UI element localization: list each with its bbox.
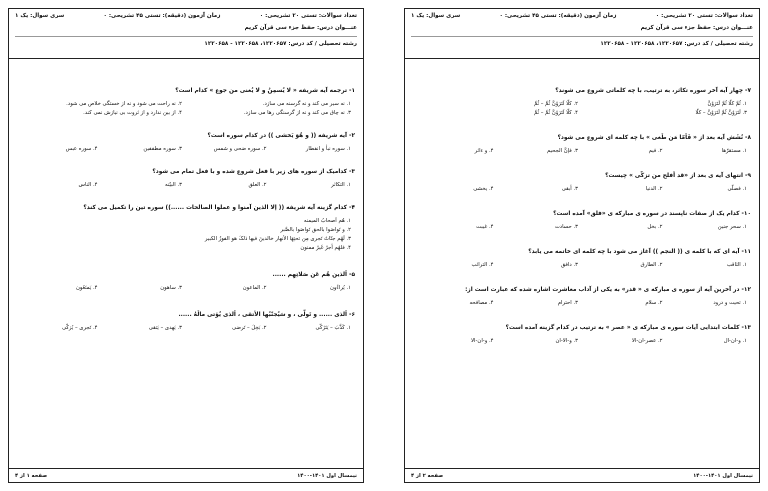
exam-time: زمان آزمون (دقیقه): تستی ۴۵ تشریحی: ۰ — [499, 13, 617, 19]
header-row — [411, 12, 753, 21]
exam-page-1 — [8, 8, 364, 483]
exam-header — [9, 9, 363, 59]
question-item — [17, 204, 355, 253]
answer-option: ۲. نه راحت می شود و نه از خستگی خلاص می شود. — [66, 101, 182, 107]
question-options — [17, 217, 355, 253]
question-options — [17, 100, 355, 118]
answer-option: ۲. عصر-ان-الا — [631, 338, 663, 344]
answer-option: ۱. ثُمَّ کلّا ثُمَّ لَتَرَوُنَّ — [707, 101, 747, 107]
answer-option: ۴. و ءاثر — [474, 148, 494, 154]
answer-option: ۴. سوره عبس — [65, 146, 98, 152]
exam-time: زمان آزمون (دقیقه): تستی ۴۵ تشریحی: ۰ — [103, 13, 221, 19]
question-item — [17, 132, 355, 154]
question-series: سری سوال: یک ۱ — [411, 13, 461, 19]
answer-option: ۴. و-ان-الا — [471, 338, 494, 344]
answer-option: ۳. ساهون — [160, 285, 182, 291]
answer-option: ۲. سلام — [645, 300, 663, 306]
question-text: ۲- آیه شریفه (( و هُوَ یَخشی )) در کدام سوره است؟ — [207, 133, 355, 139]
question-options — [413, 337, 751, 346]
answer-option: ۱. هُم اَصحابُ المیمنه — [303, 218, 351, 224]
answer-option: ۴. کلّا لَتَرَوُنَّ ثُمَّ – ثُمَّ — [534, 110, 578, 116]
answer-option: ۲. بخل — [647, 224, 663, 230]
answer-option: ۴. یخشی — [473, 186, 494, 192]
answer-option: ۳. فإنَّ الجحیم — [547, 148, 578, 154]
answer-option: ۳. حسادت — [554, 224, 578, 230]
question-text: ۷- چهار آیه آخر سوره تکاثر، به ترتیب، با چه کلماتی شروع می شوند؟ — [555, 88, 751, 94]
question-item — [17, 168, 355, 190]
answer-option: ۴. یَمنَعُون — [75, 285, 98, 291]
answer-option: ۱. سوره نبأ و انفطار — [305, 146, 351, 152]
answer-option: ۴. الناس — [78, 182, 98, 188]
answer-option: ۱. الثاقب — [726, 262, 747, 268]
answer-option: ۴. تَجری – یُزکّی — [61, 325, 98, 331]
semester-label: نیمسال اول ۱۴۰۱-۱۴۰۰ — [693, 472, 753, 479]
question-options — [17, 145, 355, 154]
exam-header — [405, 9, 759, 59]
total-questions: تعداد سوالات: تستی ۲۰ تشریحی: ۰ — [259, 13, 357, 19]
question-text: ۴- کدام گزینه آیه شریفه (( إلا الذین آمنوا و عملوا الصالحات ......)) سوره تین را تکمیل می کند؟ — [83, 205, 355, 211]
question-item — [413, 172, 751, 194]
exam-footer — [405, 468, 759, 482]
answer-option: ۲. سوره ضحی و شمس — [213, 146, 267, 152]
answer-option: ۳. احترام — [557, 300, 578, 306]
answer-option: ۱. و-ان-ال — [723, 338, 747, 344]
total-questions: تعداد سوالات: تستی ۲۰ تشریحی: ۰ — [655, 13, 753, 19]
question-item — [413, 210, 751, 232]
answer-option: ۲. العلق — [248, 182, 267, 188]
exam-page-2 — [404, 8, 760, 483]
question-text: ۱۱- آیه ای که با کلمه ی (( النجم )) آغاز می شود با چه کلمه ای خاتمه می یابد؟ — [528, 249, 751, 255]
question-item — [413, 324, 751, 346]
question-text: ۸- نُشَش آیه بعد از « فَاَمّا مَن طَغی » با چه کلمه ای شروع می شود؟ — [557, 135, 751, 141]
answer-option: ۱. مستقرّها — [721, 148, 747, 154]
question-text: ۱۳- کلمات ابتدایی آیات سوره ی مبارکه ی « عصر » به ترتیب در کدام گزینه آمده است؟ — [505, 325, 751, 331]
course-code: رشته تحصیلی / کد درس: ۱۲۲۰۶۵۷، ۱۲۲۰۶۵۸ - ۱۲۲۰۶۵۸ — [411, 36, 753, 49]
answer-option: ۲. الطارق — [640, 262, 663, 268]
page-number: صفحه ۱ از ۴ — [15, 472, 48, 479]
semester-label: نیمسال اول ۱۴۰۱-۱۴۰۰ — [297, 472, 357, 479]
answer-option: ۳. لَتَرَوُنَّ ثُمَّ لَتَرَوُنَّ – کلّا — [695, 110, 747, 116]
question-text: ۱۰- کدام یک از صفات ناپسند در سوره ی مبارکه ی «فلق» آمده است؟ — [553, 211, 751, 217]
answer-option: ۳. البیّنه — [165, 182, 182, 188]
question-options — [413, 185, 751, 194]
questions-body — [405, 59, 759, 468]
answer-option: ۴. مصافحه — [469, 300, 494, 306]
answer-option: ۳. دافق — [560, 262, 578, 268]
answer-option: ۱. سحر جنین — [717, 224, 747, 230]
question-options — [413, 223, 751, 232]
answer-option: ۴. فلهُم أجرٌ غَیرُ ممنون — [300, 245, 351, 251]
question-text: ۱- ترجمه آیه شریفه « لا یُسمِنُ و لا یُغنی من جوع » کدام است؟ — [175, 88, 355, 94]
answer-option: ۲. فیم — [648, 148, 663, 154]
questions-body — [9, 59, 363, 468]
answer-option: ۲. الماعون — [242, 285, 267, 291]
question-text: ۶- اَلذی ...... و تَولّی ، و سَیُجنّبُها الأتقی ، اَلذی یُؤتی مالَهُ ...... — [178, 312, 355, 318]
answer-option: ۱. فصلّی — [727, 186, 747, 192]
answer-option: ۳. یَهدی – یَتقی — [148, 325, 182, 331]
answer-option: ۲. و تَواصَوا بالحق تَواصَوا بالصَّبر — [280, 227, 351, 233]
answer-option: ۲. بَخِلَ – تَرضی — [232, 325, 267, 331]
question-options — [413, 261, 751, 270]
question-options — [413, 299, 751, 308]
question-options — [17, 284, 355, 293]
answer-option: ۱. التکاثر — [331, 182, 351, 188]
answer-option: ۴. غیبت — [476, 224, 494, 230]
question-item — [413, 286, 751, 308]
question-item — [17, 311, 355, 333]
question-text: ۳- کدامیک از سوره های زیر با فعل شروع شده و با فعل تمام می شود؟ — [152, 169, 355, 175]
question-item — [413, 248, 751, 270]
answer-option: ۴. از بین ندارد و از ثروت بی نیازش نمی کند. — [83, 110, 182, 116]
question-item — [413, 134, 751, 156]
question-options — [413, 147, 751, 156]
answer-option: ۴. الترائب — [471, 262, 494, 268]
answer-option: ۳. سوره مطففین — [143, 146, 182, 152]
question-series: سری سوال: یک ۱ — [15, 13, 65, 19]
answer-option: ۱. کَذَّبَ – یَتَزَکّی — [315, 325, 351, 331]
question-options — [17, 324, 355, 333]
question-item — [17, 87, 355, 118]
answer-option: ۲. کلّا لَتَرَوُنَّ ثُمَّ – ثُمَّ — [534, 101, 578, 107]
page-number: صفحه ۲ از ۴ — [411, 472, 444, 479]
question-text: ۹- انتهای آیه ی بعد از «قد أفلح من تزکّی » چیست؟ — [605, 173, 751, 179]
question-item — [413, 87, 751, 118]
question-text: ۵- اَلذین هُم عَن صَلاتِهِم ...... — [272, 272, 355, 278]
answer-option: ۳. و-الا-ان — [555, 338, 578, 344]
answer-option: ۳. نه چاق می کند و نه از گرسنگی رها می سازد. — [243, 110, 351, 116]
answer-option: ۱. یُراءُون — [329, 285, 351, 291]
answer-option: ۳. أبقی — [561, 186, 578, 192]
course-code: رشته تحصیلی / کد درس: ۱۲۲۰۶۵۷، ۱۲۲۰۶۵۸ - ۱۲۲۰۶۵۸ — [15, 36, 357, 49]
header-row — [15, 12, 357, 21]
answer-option: ۳. لَهُم جنّاتٌ تَجری مِن تحتِهَا الأنهار خالدینَ فیها ذلکَ هو الفوزُ الکبیر — [204, 236, 351, 242]
course-title: عنـــوان درس: حفظ جزء سی قرآن کریم — [244, 25, 357, 31]
answer-option: ۲. الدنیا — [645, 186, 663, 192]
answer-option: ۱. نه سیر می کند و نه گرسنه می سازد. — [262, 101, 351, 107]
exam-footer — [9, 468, 363, 482]
question-options — [17, 181, 355, 190]
question-text: ۱۲- در آخرین آیه از سوره ی مبارکه ی « قدر» به یکی از آداب معاشرت اشاره شده که عبارت است از: — [465, 287, 751, 293]
question-options — [413, 100, 751, 118]
question-item — [17, 271, 355, 293]
course-title: عنـــوان درس: حفظ جزء سی قرآن کریم — [640, 25, 753, 31]
answer-option: ۱. تحیت و درود — [713, 300, 747, 306]
